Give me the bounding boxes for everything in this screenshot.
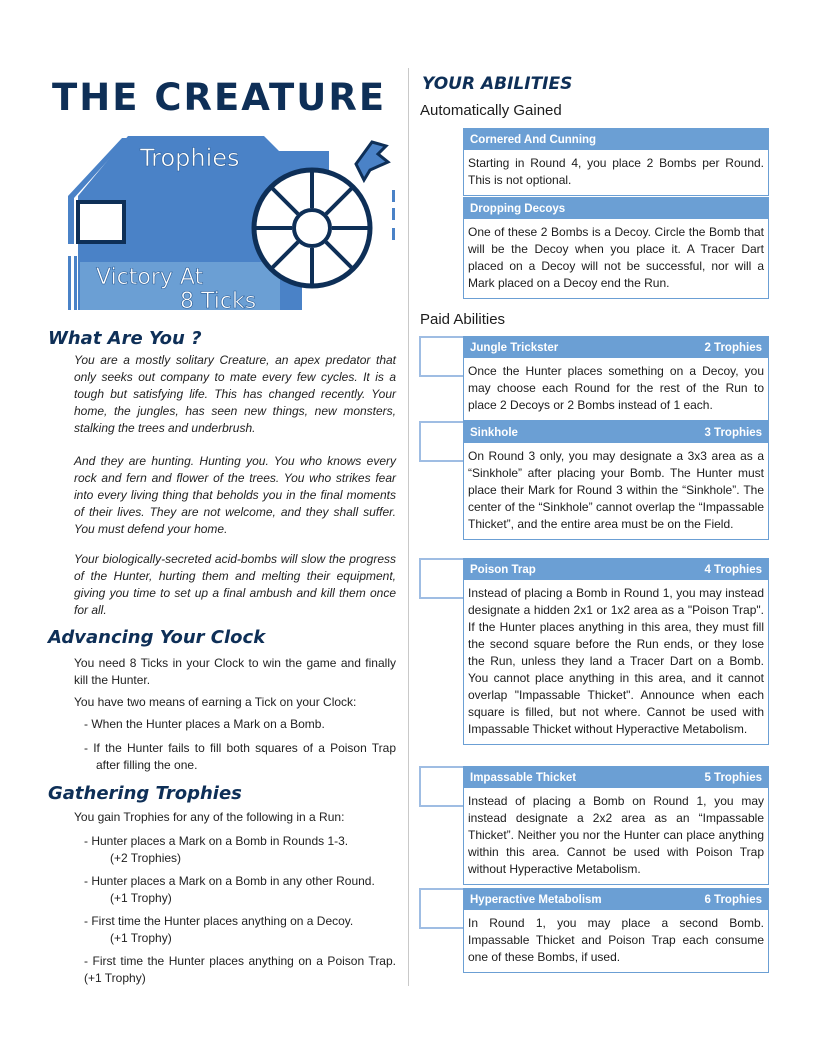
ability-cost: 3 Trophies <box>704 426 762 439</box>
purchase-checkbox[interactable] <box>419 421 463 462</box>
clock-bullet-1: - When the Hunter places a Mark on a Bomb. <box>84 717 325 731</box>
ability-name: Dropping Decoys <box>470 202 566 215</box>
panel-strip <box>74 256 77 310</box>
trophy-item-4: - First time the Hunter places anything on a Poison Trap. (+1 Trophy) <box>84 954 396 985</box>
ability-text: Instead of placing a Bomb on Round 1, you may instead designate a 2x2 area as an “Impassable Thicket”. Neither you nor the Hunter can place anything within this area. Cannot be used with Poison Trap without Hyperactive Metabolism. <box>468 794 764 876</box>
ability-card-cornered <box>463 128 769 196</box>
claw-icon <box>356 142 388 180</box>
trophy-heading: Gathering Trophies <box>48 783 242 804</box>
ability-text: On Round 3 only, you may designate a 3x3 area as a “Sinkhole” after placing your Bomb. The Hunter must place their Mark for Round 3 within the “Sinkhole”. The center of the “Sinkhole” cannot overlap the “Impassable Thicket”, and the entire area must be on the Field. <box>468 449 764 531</box>
ability-header <box>464 129 768 150</box>
tick-mark <box>392 228 395 240</box>
ability-cost: 2 Trophies <box>704 341 762 354</box>
ability-text: Once the Hunter places something on a Decoy, you may choose each Round for the rest of the Run to place 2 Decoys or 2 Bombs instead of 1 each. <box>468 364 764 412</box>
ability-header <box>464 767 768 788</box>
ability-card-jungle-trickster <box>463 336 769 421</box>
clock-paragraph-2: You have two means of earning a Tick on your Clock: <box>74 695 357 709</box>
ability-card-decoys <box>463 197 769 299</box>
ability-text: Starting in Round 4, you place 2 Bombs per Round. This is not optional. <box>468 156 764 187</box>
ability-name: Impassable Thicket <box>470 771 577 784</box>
page-title: THE CREATURE <box>52 76 387 119</box>
clock-graphic <box>66 124 402 310</box>
ability-card-impassable-thicket <box>463 766 769 885</box>
ability-card-hyperactive-metabolism <box>463 888 769 973</box>
ability-name: Sinkhole <box>470 426 518 439</box>
ability-header <box>464 337 768 358</box>
ability-header <box>464 198 768 219</box>
purchase-checkbox[interactable] <box>419 766 463 807</box>
panel-strip <box>68 256 71 310</box>
trophy-intro: You gain Trophies for any of the following in a Run: <box>74 810 345 824</box>
ability-header <box>464 889 768 910</box>
clock-paragraph-1: You need 8 Ticks in your Clock to win the game and finally kill the Hunter. <box>74 656 396 687</box>
ability-header <box>464 422 768 443</box>
trophy-reward-2: (+1 Trophy) <box>110 891 172 905</box>
column-divider <box>408 68 409 986</box>
trophy-item-3: - First time the Hunter places anything on a Decoy. <box>84 914 354 928</box>
what-heading: What Are You ? <box>48 328 202 349</box>
what-paragraph-2: And they are hunting. Hunting you. You who knows every rock and fern and flower of the trees. You who strikes fear into every living thing that beholds you in the final moments of their lives. They are not welcome, and they shall suffer. You must defend your home. <box>74 454 396 536</box>
ability-text: In Round 1, you may place a second Bomb. Impassable Thicket and Poison Trap each consume one of these Bombs, if used. <box>468 916 764 964</box>
clock-bullet-2: - If the Hunter fails to fill both squares of a Poison Trap after filling the one. <box>84 741 396 772</box>
trophy-box <box>78 202 124 242</box>
purchase-checkbox[interactable] <box>419 336 463 377</box>
tick-mark <box>392 208 395 220</box>
ability-name: Jungle Trickster <box>470 341 559 354</box>
trophy-item-2: - Hunter places a Mark on a Bomb in any other Round. <box>84 874 375 888</box>
paid-heading: Paid Abilities <box>420 311 506 328</box>
ability-header <box>464 559 768 580</box>
trophies-label: Trophies <box>140 144 240 172</box>
auto-heading: Automatically Gained <box>420 102 562 119</box>
trophy-item-1: - Hunter places a Mark on a Bomb in Rounds 1-3. <box>84 834 349 848</box>
trophy-reward-3: (+1 Trophy) <box>110 931 172 945</box>
victory-line2: 8 Ticks <box>180 289 257 310</box>
tick-mark <box>392 190 395 202</box>
ability-card-sinkhole <box>463 421 769 540</box>
ability-cost: 6 Trophies <box>704 893 762 906</box>
ability-name: Poison Trap <box>470 563 536 576</box>
ability-text: One of these 2 Bombs is a Decoy. Circle the Bomb that will be the Decoy when you place it. A Tracer Dart placed on a Decoy will not be successful, nor will a Mark placed on a Decoy end the Run. <box>468 225 764 290</box>
ability-text: Instead of placing a Bomb in Round 1, you may instead designate a hidden 2x1 or 1x2 area as a "Poison Trap". If the Hunter places anything in this area, they must fill the second square before the Run ends, or they lose the Run, unless they land a Tracer Dart on a Bomb. You cannot place anything in this area, and it cannot overlap "Impassable Thicket". Announce when each square is filled, but not where. Cannot be used with Impassable Thicket without Hyperactive Metabolism. <box>468 586 764 736</box>
clock-heading: Advancing Your Clock <box>48 627 266 648</box>
ability-card-poison-trap <box>463 558 769 745</box>
ability-cost: 4 Trophies <box>704 563 762 576</box>
purchase-checkbox[interactable] <box>419 888 463 929</box>
ability-cost: 5 Trophies <box>704 771 762 784</box>
abilities-heading: YOUR ABILITIES <box>422 74 573 94</box>
trophy-reward-1: (+2 Trophies) <box>110 851 182 865</box>
ability-name: Cornered And Cunning <box>470 133 597 146</box>
what-paragraph-3: Your biologically-secreted acid-bombs will slow the progress of the Hunter, hurting them and melting their equipment, giving you time to set up a final ambush and kill them once for all. <box>74 552 396 617</box>
what-paragraph-1: You are a mostly solitary Creature, an apex predator that only seeks out company to mate every few cycles. It is a tough but satisfying life. This has changed recently. Your home, the jungles, has seen new things, new monsters, stalking the trees and underbrush. <box>74 353 396 435</box>
purchase-checkbox[interactable] <box>419 558 463 599</box>
ability-name: Hyperactive Metabolism <box>470 893 602 906</box>
victory-line1: Victory At <box>96 265 204 290</box>
clock-center <box>294 210 330 246</box>
